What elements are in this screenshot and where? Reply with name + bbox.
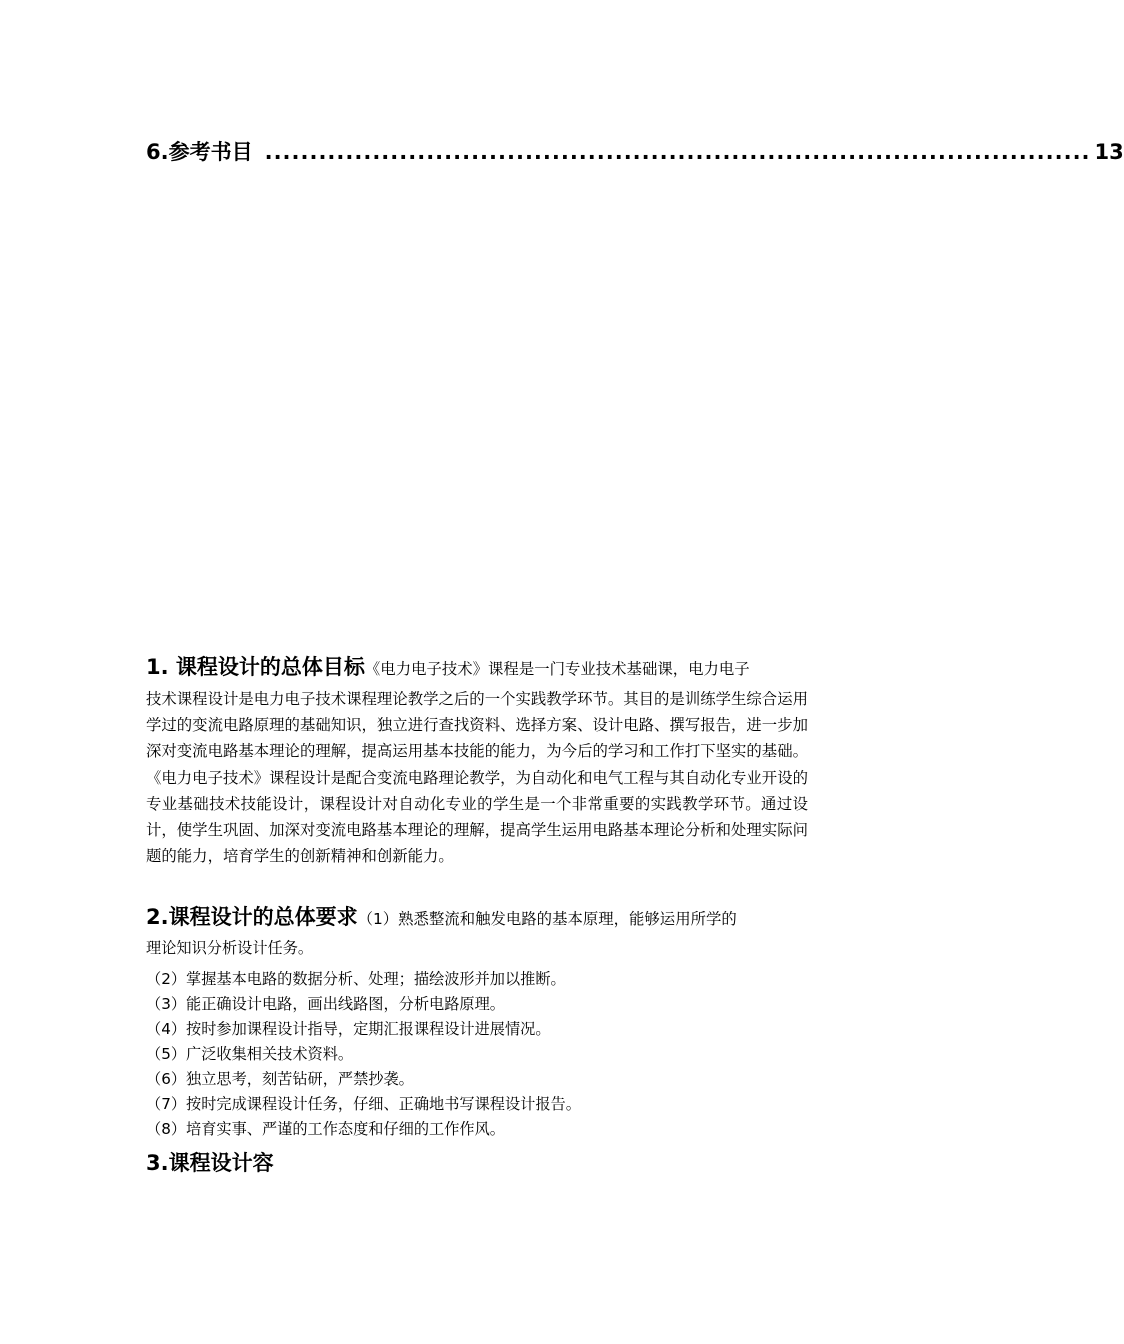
requirement-item: （7）按时完成课程设计任务，仔细、正确地书写课程设计报告。 bbox=[146, 1095, 581, 1113]
section-1-first-line bbox=[146, 650, 808, 686]
requirement-item: （6）独立思考，刻苦钻研，严禁抄袭。 bbox=[146, 1070, 414, 1088]
section-2-first-line bbox=[146, 900, 808, 936]
section-2-heading: 2.课程设计的总体要求 bbox=[146, 905, 358, 929]
section-overall-requirements bbox=[146, 900, 808, 1142]
requirement-item: （3）能正确设计电路，画出线路图，分析电路原理。 bbox=[146, 995, 505, 1013]
section-2-lead-continuation: 理论知识分析设计任务。 bbox=[146, 939, 314, 957]
section-1-lead-text: 《电力电子技术》课程是一门专业技术基础课，电力电子 bbox=[364, 660, 750, 678]
requirement-item: （8）培育实事、严谨的工作态度和仔细的工作作风。 bbox=[146, 1120, 505, 1138]
toc-entry-references[interactable] bbox=[146, 136, 1124, 166]
toc-entry-label: 6.参考书目 bbox=[146, 140, 253, 164]
requirement-item: （5）广泛收集相关技术资料。 bbox=[146, 1045, 354, 1063]
section-1-body: 技术课程设计是电力电子技术课程理论教学之后的一个实践教学环节。其目的是训练学生综合运用学过的变流电路原理的基础知识，独立进行查找资料、选择方案、设计电路、撰写报告，进一步加深对变流电路基本理论的理解，提高运用基本技能的能力，为今后的学习和工作打下坚实的基础。《电力电子技术》课程设计是配合变流电路理论教学，为自动化和电气工程与其自动化专业开设的专业基础技术技能设计，课程设计对自动化专业的学生是一个非常重要的实践教学环节。通过设计，使学生巩固、加深对变流电路基本理论的理解，提高学生运用电路基本理论分析和处理实际问题的能力，培育学生的创新精神和创新能力。 bbox=[146, 690, 808, 866]
toc-entry-page-number: 13 bbox=[1094, 140, 1124, 164]
requirement-item: （4）按时参加课程设计指导，定期汇报课程设计进展情况。 bbox=[146, 1020, 551, 1038]
section-3-heading: 3.课程设计容 bbox=[146, 1151, 274, 1175]
section-2-lead-text: （1）熟悉整流和触发电路的基本原理，能够运用所学的 bbox=[357, 910, 737, 928]
requirement-item: （2）掌握基本电路的数据分析、处理；描绘波形并加以推断。 bbox=[146, 970, 566, 988]
section-1-heading: 1. 课程设计的总体目标 bbox=[146, 655, 365, 679]
section-overall-goal bbox=[146, 650, 808, 869]
toc-leader-dots: ............................................................................................ bbox=[264, 140, 1091, 164]
section-course-design-content bbox=[146, 1147, 808, 1177]
